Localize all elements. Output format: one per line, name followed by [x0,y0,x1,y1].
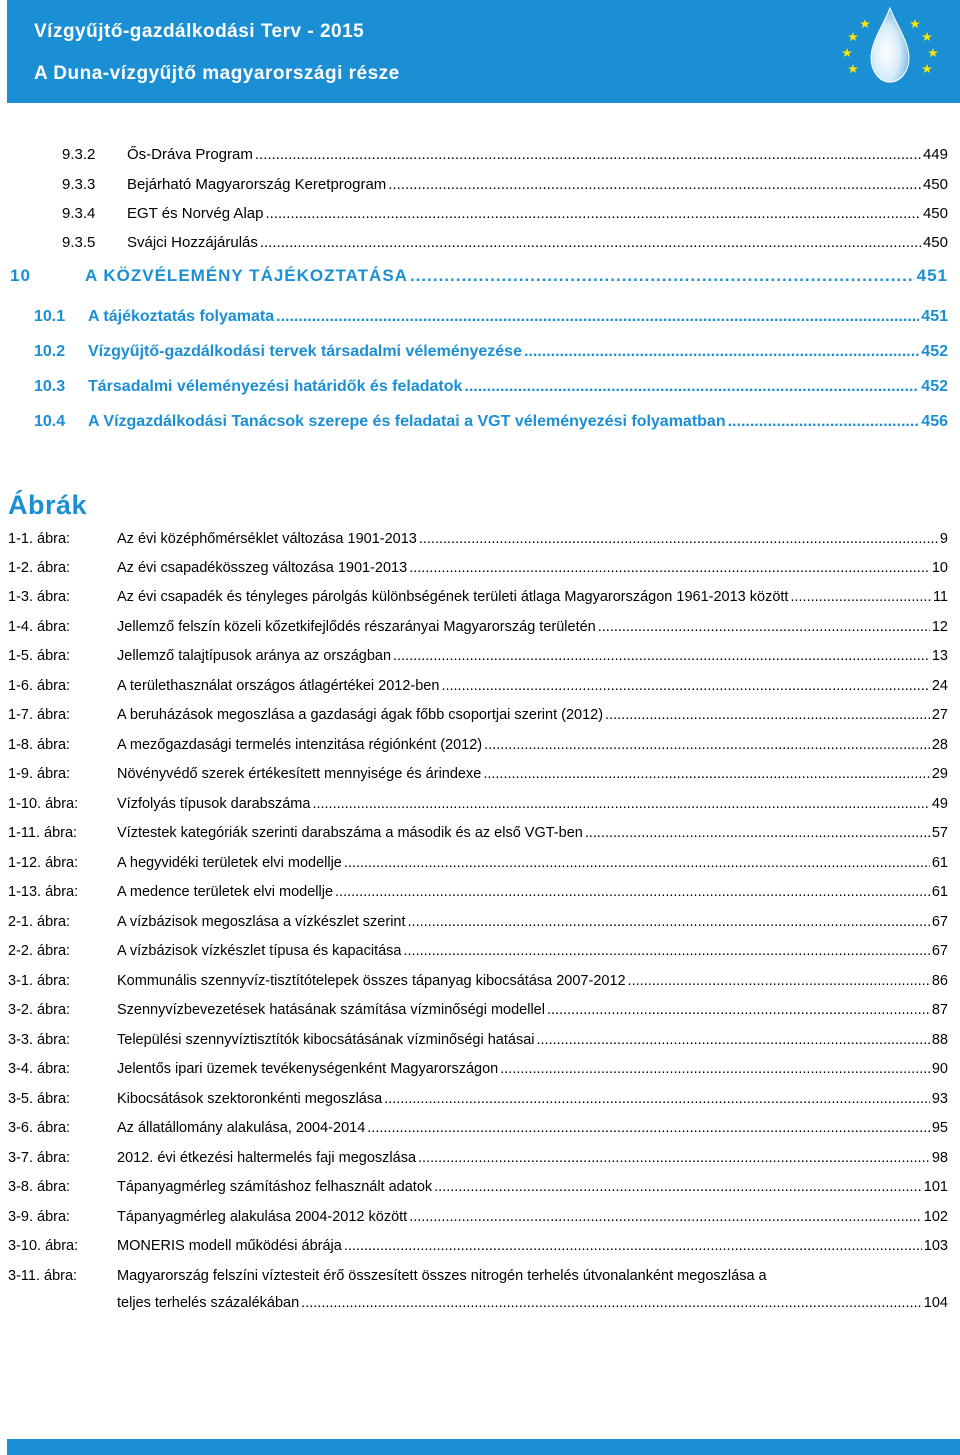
figure-title: A mezőgazdasági termelés intenzitása régiónként (2012) [117,737,483,753]
figure-title: Magyarország felszíni víztesteit érő összesített összes nitrogén terhelés útvonalanként megoszlása a [117,1268,767,1284]
toc-number: 10.3 [34,378,66,395]
figure-leader [441,678,929,694]
figure-entry[interactable] [8,1061,948,1077]
figure-title: Kibocsátások szektoronkénti megoszlása [117,1091,383,1107]
figure-title: Az évi középhőmérséklet változása 1901-2013 [117,531,417,547]
figure-label: 1-2. ábra: [8,560,71,576]
toc-entry-section[interactable] [34,343,948,361]
figure-title: Jelentős ipari üzemek tevékenységenként Magyarországon [117,1061,499,1077]
toc-title: EGT és Norvég Alap [127,205,264,222]
toc-number: 10.4 [34,413,66,430]
figure-leader [585,825,930,841]
figure-page: 28 [931,737,948,753]
figure-page: 88 [931,1032,948,1048]
toc-leader [388,176,921,193]
figure-leader [628,973,930,989]
figure-page: 67 [931,943,948,959]
toc-number: 9.3.2 [62,146,96,163]
figure-title: Víztestek kategóriák szerinti darabszáma a második és az első VGT-ben [117,825,583,841]
figure-page: 61 [931,855,948,871]
figure-leader [384,1091,930,1107]
toc-leader [728,413,920,431]
toc-page: 449 [922,146,948,163]
figure-entry[interactable] [8,884,948,900]
toc-number: 9.3.3 [62,176,96,193]
figure-leader [344,1238,922,1254]
figure-leader [418,1150,930,1166]
toc-page: 450 [922,176,948,193]
toc-title: Vízgyűjtő-gazdálkodási tervek társadalmi véleményezése [88,343,522,360]
figure-label: 1-6. ábra: [8,678,71,694]
figure-label: 3-9. ábra: [8,1209,71,1225]
figure-page: 87 [931,1002,948,1018]
figure-label: 1-12. ábra: [8,855,79,871]
toc-number: 9.3.4 [62,205,96,222]
figure-title: Az állatállomány alakulása, 2004-2014 [117,1120,366,1136]
figure-leader [605,707,930,723]
toc-title: Ős-Dráva Program [127,146,253,163]
figure-entry[interactable] [8,1238,948,1254]
toc-leader [260,234,921,251]
figure-label: 1-4. ábra: [8,619,71,635]
figure-label: 1-11. ábra: [8,825,78,841]
figure-page: 95 [931,1120,948,1136]
figure-leader [598,619,930,635]
figure-entry[interactable] [8,796,948,812]
figure-label: 3-1. ábra: [8,973,71,989]
figure-title: Kommunális szennyvíz-tisztítótelepek összes tápanyag kibocsátása 2007-2012 [117,973,626,989]
toc-leader [276,308,919,326]
toc-page: 452 [921,343,948,360]
figure-label: 2-1. ábra: [8,914,71,930]
figure-label: 2-2. ábra: [8,943,71,959]
toc-page: 456 [921,413,948,430]
figure-leader [301,1295,922,1311]
figure-page: 12 [931,619,948,635]
figure-label: 3-11. ábra: [8,1268,78,1284]
figure-entry[interactable] [8,678,948,694]
figure-page: 93 [931,1091,948,1107]
figure-label: 1-5. ábra: [8,648,71,664]
figure-label: 3-6. ábra: [8,1120,71,1136]
figure-entry[interactable] [8,1179,948,1195]
header-subtitle: A Duna-vízgyűjtő magyarországi része [34,63,400,84]
figure-entry[interactable] [8,619,948,635]
figure-leader [484,737,930,753]
toc-entry-section[interactable] [34,308,948,326]
figure-entry[interactable] [8,1032,948,1048]
figure-entry[interactable] [8,766,948,782]
toc-page: 452 [921,378,948,395]
figure-leader [393,648,930,664]
figure-page: 98 [931,1150,948,1166]
figure-leader [483,766,930,782]
figure-entry[interactable] [8,648,948,664]
figure-title: Vízfolyás típusok darabszáma [117,796,311,812]
figure-entry[interactable] [8,1120,948,1136]
figure-leader [335,884,930,900]
figure-leader [409,1209,922,1225]
figure-label: 3-2. ábra: [8,1002,71,1018]
figure-page: 90 [931,1061,948,1077]
figure-page: 61 [931,884,948,900]
figure-page: 9 [939,531,948,547]
figure-title: A területhasználat országos átlagértékei 2012-ben [117,678,440,694]
figure-leader [312,796,929,812]
toc-leader [524,343,919,361]
toc-entry-section[interactable] [34,413,948,431]
figure-leader [790,589,930,605]
toc-number: 10.2 [34,343,66,360]
figure-page: 49 [931,796,948,812]
figure-leader [367,1120,930,1136]
figure-entry[interactable] [8,825,948,841]
figure-label: 1-7. ábra: [8,707,71,723]
figure-title: Az évi csapadékösszeg változása 1901-2013 [117,560,408,576]
figure-title: A vízbázisok megoszlása a vízkészlet szerint [117,914,406,930]
figure-label: 1-10. ábra: [8,796,79,812]
figure-title: Jellemző felszín közeli kőzetkifejlődés részarányai Magyarország területén [117,619,596,635]
figure-entry[interactable] [8,1209,948,1225]
figure-title: A vízbázisok vízkészlet típusa és kapacitása [117,943,402,959]
toc-title: Svájci Hozzájárulás [127,234,258,251]
figure-entry[interactable] [8,737,948,753]
figure-entry[interactable] [8,560,948,576]
toc-page: 451 [916,266,948,285]
toc-entry[interactable] [62,205,948,222]
figure-page: 104 [923,1295,948,1311]
figure-leader [547,1002,930,1018]
figure-title: A hegyvidéki területek elvi modellje [117,855,342,871]
figure-label: 1-13. ábra: [8,884,79,900]
figure-entry[interactable] [8,855,948,871]
figure-label: 3-7. ábra: [8,1150,71,1166]
figure-page: 29 [931,766,948,782]
figure-title: Szennyvízbevezetések hatásának számítása vízminőségi modellel [117,1002,545,1018]
toc-page: 451 [921,308,948,325]
figure-page: 103 [923,1238,948,1254]
toc-number: 10.1 [34,308,66,325]
figure-title: A medence területek elvi modellje [117,884,334,900]
figure-leader [536,1032,929,1048]
figure-entry[interactable] [8,914,948,930]
figure-title: Települési szennyvíztisztítók kibocsátásának vízminőségi hatásai [117,1032,535,1048]
toc-title: Bejárható Magyarország Keretprogram [127,176,387,193]
figure-label: 1-3. ábra: [8,589,71,605]
toc-entry-chapter[interactable] [10,266,948,286]
figure-title: Tápanyagmérleg alakulása 2004-2012 között [117,1209,408,1225]
figure-label: 3-10. ábra: [8,1238,79,1254]
figure-title: Növényvédő szerek értékesített mennyisége és árindexe [117,766,482,782]
toc-page: 450 [922,205,948,222]
figure-entry[interactable] [8,973,948,989]
figure-label: 3-8. ábra: [8,1179,71,1195]
figure-page: 101 [923,1179,948,1195]
figure-label: 3-4. ábra: [8,1061,71,1077]
figure-label: 3-5. ábra: [8,1091,71,1107]
figure-page: 10 [931,560,948,576]
figure-page: 102 [923,1209,948,1225]
figure-title: Az évi csapadék és tényleges párolgás különbségének területi átlaga Magyarországon 1961-2013 között [117,589,789,605]
figure-page: 24 [931,678,948,694]
toc-title: Társadalmi véleményezési határidők és feladatok [88,378,463,395]
toc-leader [255,146,921,163]
figure-leader [404,943,930,959]
figure-page: 67 [931,914,948,930]
figure-entry[interactable] [8,1150,948,1166]
toc-title: A tájékoztatás folyamata [88,308,275,325]
figure-entry[interactable] [8,1091,948,1107]
figure-entry[interactable] [8,1268,948,1284]
water-drop-eu-stars-logo [823,2,957,88]
figure-title: Jellemző talajtípusok aránya az országban [117,648,392,664]
toc-leader [410,266,915,286]
figure-page: 13 [931,648,948,664]
figure-page: 57 [931,825,948,841]
figure-title: teljes terhelés százalékában [117,1295,300,1311]
figure-label: 1-1. ábra: [8,531,71,547]
figure-leader [408,914,930,930]
toc-leader [265,205,921,222]
figure-page: 11 [932,589,948,605]
toc-entry[interactable] [62,146,948,163]
figure-leader [409,560,930,576]
figure-entry[interactable] [8,707,948,723]
toc-leader [464,378,919,396]
figure-label: 3-3. ábra: [8,1032,71,1048]
figure-leader [500,1061,930,1077]
figure-label: 1-8. ábra: [8,737,71,753]
toc-title: A Vízgazdálkodási Tanácsok szerepe és feladatai a VGT véleményezési folyamatban [88,413,726,430]
figure-title: 2012. évi étkezési haltermelés faji megoszlása [117,1150,417,1166]
toc-entry[interactable] [62,176,948,193]
page-footer-band [7,1439,960,1455]
figure-page: 27 [931,707,948,723]
figure-title: Tápanyagmérleg számításhoz felhasznált adatok [117,1179,433,1195]
figures-heading: Ábrák [8,490,88,520]
toc-entry[interactable] [62,234,948,251]
page-header-band [7,0,960,103]
toc-entry-section[interactable] [34,378,948,396]
figure-entry[interactable] [8,1002,948,1018]
figure-leader [419,531,938,547]
figure-title: A beruházások megoszlása a gazdasági ágak főbb csoportjai szerint (2012) [117,707,604,723]
figure-leader [344,855,930,871]
figure-entry[interactable] [8,943,948,959]
toc-number: 10 [10,266,31,285]
figure-page: 86 [931,973,948,989]
header-title: Vízgyűjtő-gazdálkodási Terv - 2015 [34,21,365,42]
figure-entry-continuation[interactable] [117,1295,948,1311]
toc-number: 9.3.5 [62,234,96,251]
figure-entry[interactable] [8,589,948,605]
figure-leader [434,1179,922,1195]
figure-title: MONERIS modell működési ábrája [117,1238,342,1254]
toc-title: A KÖZVÉLEMÉNY TÁJÉKOZTATÁSA [85,266,408,285]
figure-entry[interactable] [8,531,948,547]
figure-label: 1-9. ábra: [8,766,71,782]
toc-page: 450 [922,234,948,251]
